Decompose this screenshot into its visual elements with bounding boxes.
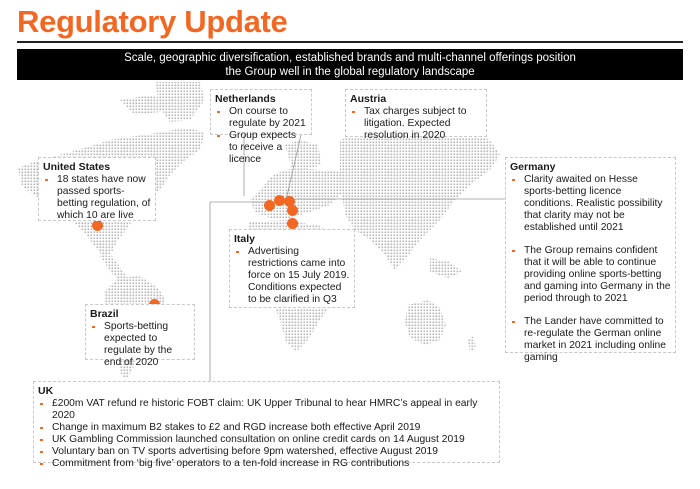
italy-marker [287, 218, 298, 229]
austria-marker [287, 205, 298, 216]
page-title: Regulatory Update [17, 4, 288, 39]
australia-shape [405, 300, 446, 345]
italy-heading: Italy [234, 233, 256, 245]
banner-line-2: the Group well in the global regulatory landscape [225, 66, 475, 78]
italy-bullet: Advertising restrictions came into force on 15 July 2019. Conditions expected to be clarified in Q3 [234, 246, 350, 306]
germany-bullet: Clarity awaited on Hesse sports-betting licence conditions. Realistic possibility that clarity may not be established until 2021 [510, 174, 671, 234]
germany-bullet: The Group remains confident that it will be able to continue providing online sports-betting and gaming into Germany in the period through to 2021 [510, 245, 671, 305]
austria-bullet: Tax charges subject to litigation. Expected resolution in 2020 [350, 106, 482, 142]
asia-shape [340, 126, 500, 270]
netherlands-callout [210, 89, 312, 165]
germany-heading: Germany [510, 161, 556, 173]
germany-callout [505, 157, 676, 363]
uk-bullet: Change in maximum B2 stakes to £2 and RGD increase both effective April 2019 [38, 422, 495, 434]
netherlands-heading: Netherlands [215, 93, 276, 105]
united-states-bullet: 18 states have now passed sports-betting regulation, of which 10 are live [43, 174, 151, 222]
uk-bullet: £200m VAT refund re historic FOBT claim: UK Upper Tribunal to hear HMRC’s appeal in early 2020 [38, 398, 495, 422]
banner-line-1: Scale, geographic diversification, established brands and multi-channel offerings position [124, 52, 576, 64]
germany-bullet: The Lander have committed to re-regulate the German online market in 2021 including online gaming [510, 316, 671, 364]
italy-callout [229, 229, 355, 308]
uk-bullet: Voluntary ban on TV sports advertising before 9pm watershed, effective August 2019 [38, 446, 495, 458]
uk-heading: UK [38, 385, 54, 397]
netherlands-bullet: On course to regulate by 2021 [215, 106, 307, 130]
brazil-bullet: Sports-betting expected to regulate by the end of 2020 [90, 321, 190, 369]
greenland-shape [155, 82, 205, 122]
austria-heading: Austria [350, 93, 387, 105]
uk-bullet: Commitment from ‘big five’ operators to a ten-fold increase in RG contributions [38, 458, 495, 470]
uk-bullet: UK Gambling Commission launched consultation on online credit cards on 14 August 2019 [38, 434, 495, 446]
united-states-heading: United States [43, 161, 111, 173]
united-states-callout [38, 157, 156, 221]
austria-callout [345, 89, 487, 141]
netherlands-bullet: Group expects to receive a licence [215, 130, 307, 166]
brazil-callout [85, 304, 195, 368]
brazil-heading: Brazil [90, 308, 119, 320]
uk-callout [33, 381, 500, 469]
